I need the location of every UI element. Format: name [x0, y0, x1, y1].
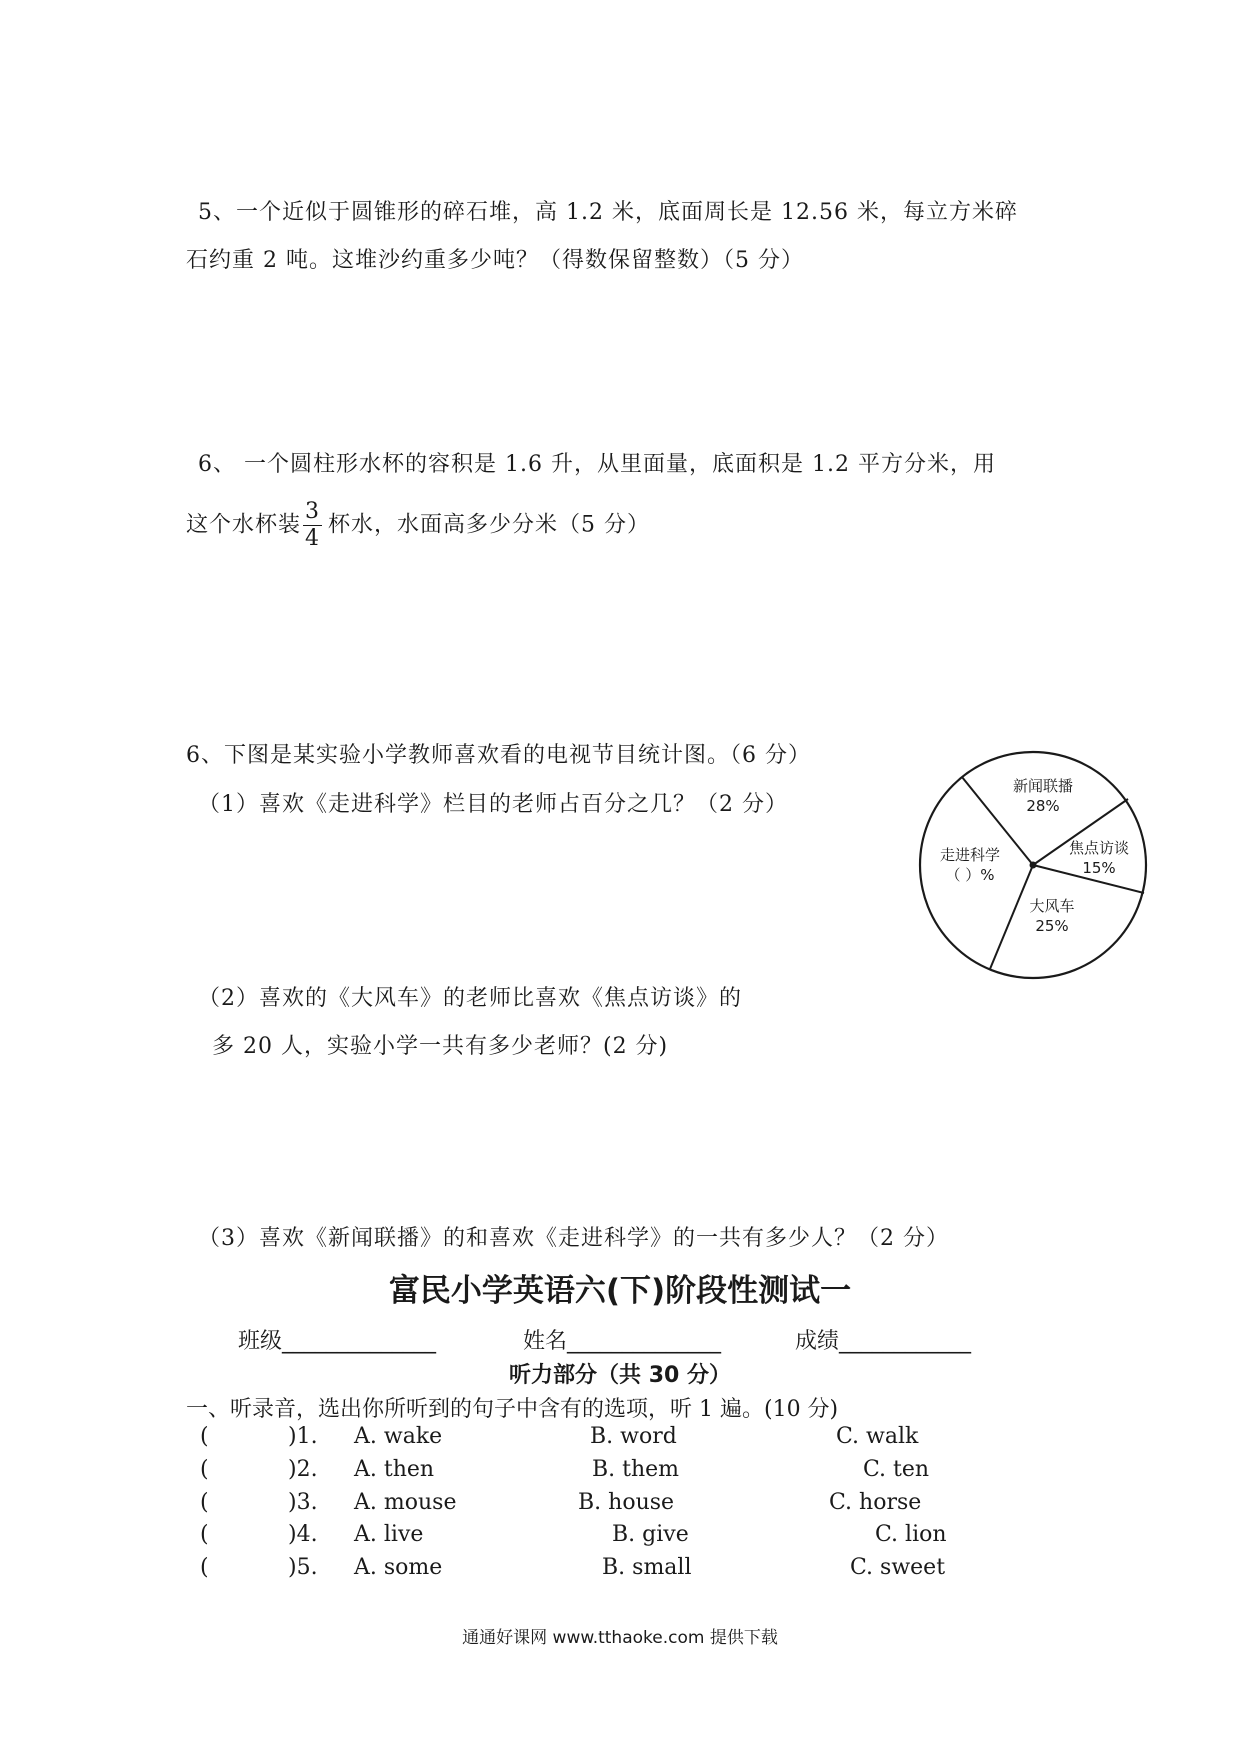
question-6b-sub1: （1）喜欢《走进科学》栏目的老师占百分之几？（2 分） — [198, 792, 788, 817]
slice-value-focus: 15% — [1082, 859, 1116, 877]
option-a: A. wake — [354, 1424, 443, 1449]
listening-item — [0, 1522, 1240, 1552]
listening-item — [0, 1424, 1240, 1454]
question-6b-sub2-line2: 多 20 人，实验小学一共有多少老师？(2 分) — [212, 1034, 669, 1059]
listening-item — [0, 1490, 1240, 1520]
option-a: A. live — [354, 1522, 424, 1547]
option-a: A. then — [354, 1457, 435, 1482]
question-5-line1: 5、一个近似于圆锥形的碎石堆，高 1.2 米，底面周长是 12.56 米，每立方米碎 — [198, 200, 1018, 225]
option-b: B. house — [578, 1490, 675, 1515]
slice-value-news: 28% — [1026, 797, 1060, 815]
footer-credit: 通通好课网 www.tthaoke.com 提供下载 — [462, 1628, 778, 1648]
fraction-numerator: 3 — [305, 499, 321, 524]
item-number: )1. — [288, 1424, 318, 1449]
question-5-line2: 石约重 2 吨。这堆沙约重多少吨？（得数保留整数）（5 分） — [186, 248, 804, 273]
pie-center-dot — [1030, 862, 1037, 869]
answer-blank-open: ( — [200, 1424, 209, 1449]
pie-chart — [908, 740, 1158, 990]
option-b: B. them — [592, 1457, 680, 1482]
option-a: A. some — [354, 1555, 443, 1580]
question-6b-intro: 6、下图是某实验小学教师喜欢看的电视节目统计图。（6 分） — [186, 743, 811, 768]
slice-label-focus: 焦点访谈 — [1068, 839, 1130, 857]
fraction-denominator: 4 — [305, 526, 321, 551]
question-6a-line2 — [186, 501, 650, 550]
pie-divider-4 — [990, 865, 1033, 969]
answer-blank-open: ( — [200, 1555, 209, 1580]
slice-label-windmill: 大风车 — [1029, 897, 1075, 915]
listening-item — [0, 1457, 1240, 1487]
section-instruction: 一、听录音，选出你所听到的句子中含有的选项，听 1 遍。(10 分) — [186, 1397, 839, 1422]
item-number: )4. — [288, 1522, 318, 1547]
option-a: A. mouse — [354, 1490, 457, 1515]
name-field: 姓名______________ — [523, 1329, 722, 1354]
slice-value-science: （ ）% — [945, 866, 995, 884]
item-number: )3. — [288, 1490, 318, 1515]
question-6a-prefix: 这个水杯装 — [186, 512, 302, 538]
answer-blank-open: ( — [200, 1457, 209, 1482]
option-c: C. walk — [836, 1424, 919, 1449]
slice-value-windmill: 25% — [1035, 917, 1069, 935]
option-b: B. word — [590, 1424, 677, 1449]
listening-item — [0, 1555, 1240, 1585]
item-number: )5. — [288, 1555, 318, 1580]
question-6a-line1: 6、 一个圆柱形水杯的容积是 1.6 升，从里面量，底面积是 1.2 平方分米，用 — [198, 452, 996, 477]
slice-label-science: 走进科学 — [939, 846, 1001, 864]
item-number: )2. — [288, 1457, 318, 1482]
option-b: B. give — [612, 1522, 689, 1547]
class-field: 班级______________ — [238, 1329, 437, 1354]
question-6a-suffix: 杯水，水面高多少分米（5 分） — [328, 512, 651, 538]
slice-label-news: 新闻联播 — [1012, 777, 1074, 795]
test-title: 富民小学英语六(下)阶段性测试一 — [388, 1273, 852, 1309]
option-c: C. horse — [829, 1490, 922, 1515]
question-6b-sub3: （3）喜欢《新闻联播》的和喜欢《走进科学》的一共有多少人？（2 分） — [198, 1226, 949, 1251]
question-6b-sub2-line1: （2）喜欢的《大风车》的老师比喜欢《焦点访谈》的 — [198, 986, 742, 1011]
answer-blank-open: ( — [200, 1490, 209, 1515]
option-c: C. ten — [863, 1457, 930, 1482]
score-field: 成绩____________ — [795, 1329, 972, 1354]
fraction-three-quarters — [303, 501, 322, 550]
option-c: C. lion — [875, 1522, 947, 1547]
option-b: B. small — [602, 1555, 692, 1580]
answer-blank-open: ( — [200, 1522, 209, 1547]
section-title: 听力部分（共 30 分） — [509, 1363, 731, 1388]
option-c: C. sweet — [850, 1555, 946, 1580]
